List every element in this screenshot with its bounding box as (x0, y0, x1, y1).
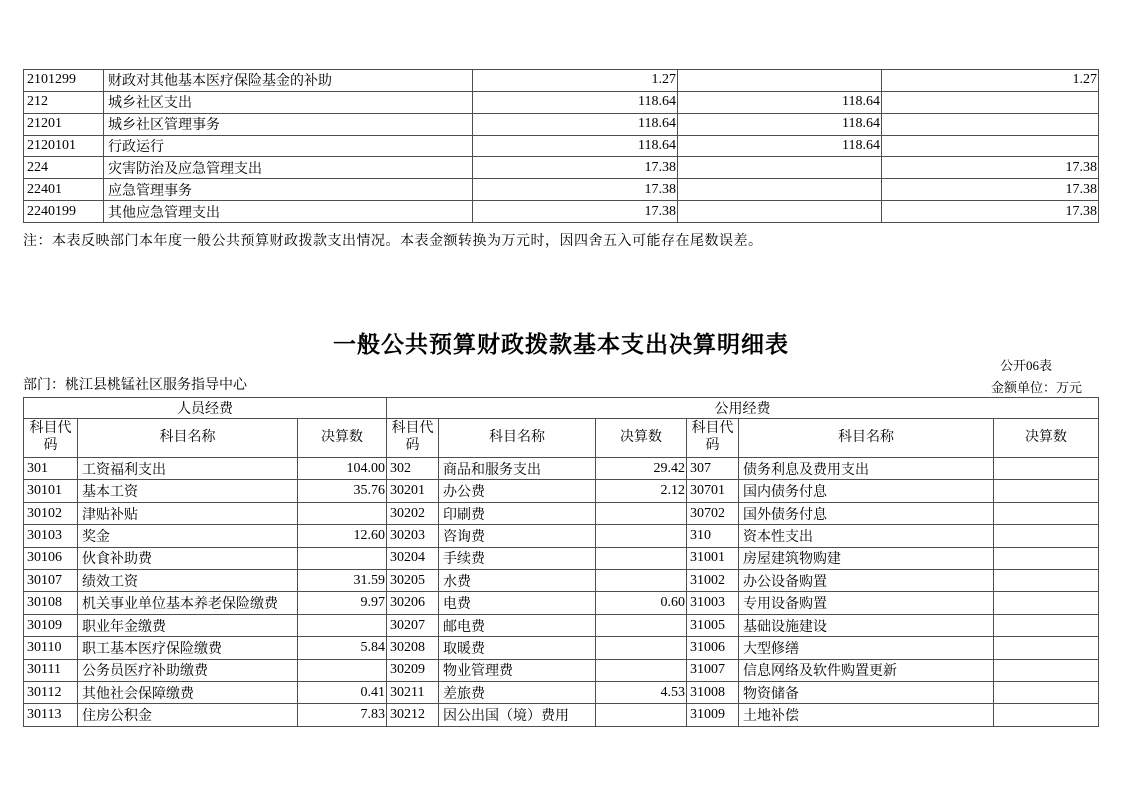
detail-code-cell: 30103 (24, 525, 78, 547)
detail-name-cell: 信息网络及软件购置更新 (739, 659, 994, 681)
detail-code-cell: 30211 (387, 682, 439, 704)
summary-amount-cell: 118.64 (473, 113, 678, 135)
summary-amount-cell (678, 70, 882, 92)
summary-amount-cell (678, 157, 882, 179)
detail-amount-cell: 35.76 (298, 480, 387, 502)
detail-name-cell: 水费 (439, 570, 596, 592)
summary-code-cell: 2120101 (24, 135, 104, 157)
col-header-amount: 决算数 (298, 419, 387, 458)
summary-amount-cell: 17.38 (882, 179, 1099, 201)
summary-name-cell: 城乡社区管理事务 (104, 113, 473, 135)
detail-code-cell: 30701 (687, 480, 739, 502)
detail-name-cell: 伙食补助费 (78, 547, 298, 569)
table-note: 注：本表反映部门本年度一般公共预算财政拨款支出情况。本表金额转换为万元时，因四舍五入可能存在尾数误差。 (23, 234, 763, 249)
detail-name-cell: 大型修缮 (739, 637, 994, 659)
detail-amount-cell (298, 547, 387, 569)
summary-amount-cell: 118.64 (678, 113, 882, 135)
detail-name-cell: 职业年金缴费 (78, 614, 298, 636)
detail-name-cell: 手续费 (439, 547, 596, 569)
col-header-amount: 决算数 (994, 419, 1099, 458)
detail-amount-cell (994, 570, 1099, 592)
detail-name-cell: 物业管理费 (439, 659, 596, 681)
detail-name-cell: 机关事业单位基本养老保险缴费 (78, 592, 298, 614)
detail-code-cell: 30202 (387, 502, 439, 524)
column-header-row (24, 419, 1099, 458)
detail-amount-cell (994, 502, 1099, 524)
detail-name-cell: 因公出国（境）费用 (439, 704, 596, 727)
detail-code-cell: 30101 (24, 480, 78, 502)
detail-amount-cell (994, 614, 1099, 636)
detail-amount-cell (994, 637, 1099, 659)
detail-row (24, 502, 1099, 524)
detail-name-cell: 绩效工资 (78, 570, 298, 592)
detail-code-cell: 31001 (687, 547, 739, 569)
detail-amount-cell (994, 682, 1099, 704)
summary-amount-cell (678, 179, 882, 201)
table-number-label: 公开06表 (999, 358, 1052, 373)
detail-name-cell: 邮电费 (439, 614, 596, 636)
summary-code-cell: 21201 (24, 113, 104, 135)
summary-code-cell: 2240199 (24, 201, 104, 223)
detail-name-cell: 办公设备购置 (739, 570, 994, 592)
col-header-code: 科目代码 (24, 419, 78, 458)
detail-row (24, 659, 1099, 681)
summary-name-cell: 应急管理事务 (104, 179, 473, 201)
detail-code-cell: 30109 (24, 614, 78, 636)
summary-amount-cell: 1.27 (473, 70, 678, 92)
summary-name-cell: 其他应急管理支出 (104, 201, 473, 223)
detail-code-cell: 30209 (387, 659, 439, 681)
detail-name-cell: 奖金 (78, 525, 298, 547)
detail-row (24, 637, 1099, 659)
detail-name-cell: 取暖费 (439, 637, 596, 659)
detail-code-cell: 30110 (24, 637, 78, 659)
summary-name-cell: 财政对其他基本医疗保险基金的补助 (104, 70, 473, 92)
summary-table-body (24, 70, 1099, 223)
detail-amount-cell: 0.60 (596, 592, 687, 614)
summary-amount-cell: 17.38 (473, 157, 678, 179)
detail-amount-cell (298, 502, 387, 524)
detail-name-cell: 国内债务付息 (739, 480, 994, 502)
detail-name-cell: 咨询费 (439, 525, 596, 547)
detail-code-cell: 30106 (24, 547, 78, 569)
detail-amount-cell (596, 614, 687, 636)
col-header-name: 科目名称 (439, 419, 596, 458)
detail-code-cell: 310 (687, 525, 739, 547)
summary-amount-cell: 118.64 (678, 91, 882, 113)
detail-row (24, 525, 1099, 547)
detail-amount-cell (994, 659, 1099, 681)
detail-amount-cell (994, 458, 1099, 480)
detail-amount-cell (994, 480, 1099, 502)
detail-code-cell: 301 (24, 458, 78, 480)
detail-row (24, 480, 1099, 502)
summary-code-cell: 212 (24, 91, 104, 113)
group-header-personnel: 人员经费 (24, 398, 387, 419)
detail-code-cell: 31005 (687, 614, 739, 636)
detail-row (24, 592, 1099, 614)
detail-amount-cell (994, 592, 1099, 614)
detail-amount-cell: 2.12 (596, 480, 687, 502)
detail-name-cell: 电费 (439, 592, 596, 614)
summary-amount-cell: 118.64 (473, 91, 678, 113)
detail-table (23, 397, 1099, 727)
detail-code-cell: 30201 (387, 480, 439, 502)
detail-amount-cell (994, 704, 1099, 727)
detail-table-header (24, 398, 1099, 458)
detail-code-cell: 30205 (387, 570, 439, 592)
detail-code-cell: 30112 (24, 682, 78, 704)
department-label: 部门：桃江县桃锰社区服务指导中心 (23, 378, 247, 393)
summary-amount-cell: 17.38 (473, 201, 678, 223)
summary-amount-cell (678, 201, 882, 223)
detail-name-cell: 住房公积金 (78, 704, 298, 727)
col-header-code: 科目代码 (387, 419, 439, 458)
summary-row (24, 113, 1099, 135)
detail-table-body (24, 458, 1099, 727)
col-header-code: 科目代码 (687, 419, 739, 458)
detail-amount-cell: 7.83 (298, 704, 387, 727)
detail-name-cell: 工资福利支出 (78, 458, 298, 480)
group-header-row (24, 398, 1099, 419)
detail-code-cell: 31006 (687, 637, 739, 659)
detail-amount-cell: 5.84 (298, 637, 387, 659)
detail-code-cell: 30204 (387, 547, 439, 569)
detail-amount-cell (994, 547, 1099, 569)
summary-code-cell: 224 (24, 157, 104, 179)
summary-name-cell: 城乡社区支出 (104, 91, 473, 113)
detail-amount-cell: 9.97 (298, 592, 387, 614)
detail-code-cell: 30208 (387, 637, 439, 659)
detail-code-cell: 31002 (687, 570, 739, 592)
detail-code-cell: 31007 (687, 659, 739, 681)
detail-amount-cell (596, 637, 687, 659)
detail-amount-cell (596, 570, 687, 592)
detail-row (24, 682, 1099, 704)
col-header-name: 科目名称 (739, 419, 994, 458)
detail-code-cell: 30111 (24, 659, 78, 681)
col-header-name: 科目名称 (78, 419, 298, 458)
summary-amount-cell (882, 135, 1099, 157)
detail-amount-cell (596, 547, 687, 569)
summary-row (24, 70, 1099, 92)
detail-code-cell: 30108 (24, 592, 78, 614)
page-title: 一般公共预算财政拨款基本支出决算明细表 (333, 331, 789, 357)
detail-name-cell: 商品和服务支出 (439, 458, 596, 480)
detail-name-cell: 基础设施建设 (739, 614, 994, 636)
summary-row (24, 157, 1099, 179)
detail-name-cell: 公务员医疗补助缴费 (78, 659, 298, 681)
summary-row (24, 201, 1099, 223)
detail-name-cell: 专用设备购置 (739, 592, 994, 614)
detail-amount-cell: 0.41 (298, 682, 387, 704)
detail-row (24, 614, 1099, 636)
detail-code-cell: 30212 (387, 704, 439, 727)
detail-name-cell: 职工基本医疗保险缴费 (78, 637, 298, 659)
detail-code-cell: 302 (387, 458, 439, 480)
summary-amount-cell: 17.38 (882, 201, 1099, 223)
detail-name-cell: 津贴补贴 (78, 502, 298, 524)
summary-name-cell: 灾害防治及应急管理支出 (104, 157, 473, 179)
detail-amount-cell: 104.00 (298, 458, 387, 480)
detail-code-cell: 30107 (24, 570, 78, 592)
detail-row (24, 547, 1099, 569)
detail-row (24, 458, 1099, 480)
summary-name-cell: 行政运行 (104, 135, 473, 157)
detail-amount-cell (596, 502, 687, 524)
detail-code-cell: 30207 (387, 614, 439, 636)
detail-name-cell: 差旅费 (439, 682, 596, 704)
col-header-amount: 决算数 (596, 419, 687, 458)
detail-code-cell: 307 (687, 458, 739, 480)
detail-code-cell: 30203 (387, 525, 439, 547)
detail-name-cell: 房屋建筑物购建 (739, 547, 994, 569)
summary-table (23, 69, 1099, 223)
detail-name-cell: 印刷费 (439, 502, 596, 524)
detail-amount-cell: 12.60 (298, 525, 387, 547)
detail-row (24, 704, 1099, 727)
detail-code-cell: 31003 (687, 592, 739, 614)
detail-amount-cell (994, 525, 1099, 547)
detail-code-cell: 30113 (24, 704, 78, 727)
summary-row (24, 91, 1099, 113)
detail-amount-cell (596, 704, 687, 727)
summary-amount-cell: 17.38 (473, 179, 678, 201)
summary-amount-cell: 17.38 (882, 157, 1099, 179)
detail-code-cell: 30102 (24, 502, 78, 524)
detail-name-cell: 债务利息及费用支出 (739, 458, 994, 480)
detail-name-cell: 其他社会保障缴费 (78, 682, 298, 704)
detail-amount-cell: 29.42 (596, 458, 687, 480)
detail-name-cell: 物资储备 (739, 682, 994, 704)
detail-name-cell: 土地补偿 (739, 704, 994, 727)
detail-name-cell: 国外债务付息 (739, 502, 994, 524)
detail-amount-cell: 31.59 (298, 570, 387, 592)
detail-code-cell: 30702 (687, 502, 739, 524)
detail-amount-cell: 4.53 (596, 682, 687, 704)
amount-unit-label: 金额单位：万元 (990, 380, 1082, 395)
detail-amount-cell (596, 659, 687, 681)
summary-row (24, 135, 1099, 157)
detail-name-cell: 办公费 (439, 480, 596, 502)
summary-amount-cell: 118.64 (473, 135, 678, 157)
detail-code-cell: 30206 (387, 592, 439, 614)
detail-row (24, 570, 1099, 592)
detail-amount-cell (298, 659, 387, 681)
detail-code-cell: 31009 (687, 704, 739, 727)
detail-code-cell: 31008 (687, 682, 739, 704)
summary-amount-cell: 1.27 (882, 70, 1099, 92)
detail-amount-cell (298, 614, 387, 636)
detail-amount-cell (596, 525, 687, 547)
summary-code-cell: 2101299 (24, 70, 104, 92)
summary-code-cell: 22401 (24, 179, 104, 201)
detail-name-cell: 基本工资 (78, 480, 298, 502)
summary-row (24, 179, 1099, 201)
detail-name-cell: 资本性支出 (739, 525, 994, 547)
summary-amount-cell (882, 91, 1099, 113)
group-header-public: 公用经费 (387, 398, 1099, 419)
summary-amount-cell (882, 113, 1099, 135)
summary-amount-cell: 118.64 (678, 135, 882, 157)
